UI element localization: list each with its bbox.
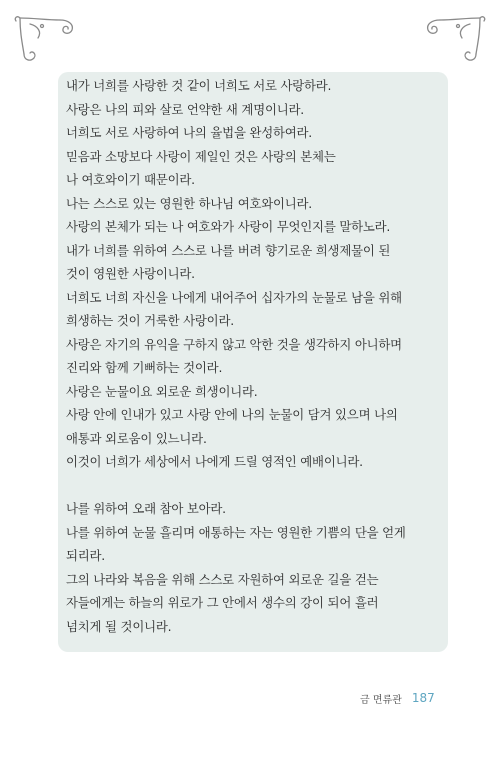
page-footer bbox=[360, 690, 470, 706]
text-line: 자들에게는 하늘의 위로가 그 안에서 생수의 강이 되어 흘러 bbox=[66, 595, 379, 610]
text-line: 애통과 외로움이 있느니라. bbox=[66, 430, 207, 446]
running-title: 금 면류관 bbox=[360, 694, 402, 706]
text-line: 것이 영원한 사랑이니라. bbox=[66, 266, 195, 281]
text-line: 희생하는 것이 거룩한 사랑이라. bbox=[66, 313, 234, 328]
text-line: 나를 위하여 눈물 흘리며 애통하는 자는 영원한 기쁨의 단을 얻게 bbox=[66, 524, 406, 540]
page-number: 187 bbox=[411, 691, 435, 705]
text-line: 사랑은 나의 피와 살로 언약한 새 계명이니라. bbox=[66, 101, 305, 117]
text-line: 믿음과 소망보다 사랑이 제일인 것은 사랑의 본체는 bbox=[66, 148, 336, 164]
text-line: 내가 너희를 사랑한 것 같이 너희도 서로 사랑하라. bbox=[66, 78, 332, 93]
text-line: 나는 스스로 있는 영원한 하나님 여호와이니라. bbox=[66, 195, 313, 211]
text-line: 사랑은 눈물이요 외로운 희생이니라. bbox=[66, 383, 258, 399]
body-text bbox=[66, 74, 446, 638]
text-line: 사랑은 자기의 유익을 구하지 않고 악한 것을 생각하지 아니하며 bbox=[66, 336, 402, 352]
text-line: 되리라. bbox=[66, 548, 106, 563]
paragraph-break bbox=[66, 474, 446, 498]
text-line: 나 여호와이기 때문이라. bbox=[66, 172, 195, 187]
text-line: 진리와 함께 기뻐하는 것이라. bbox=[66, 360, 223, 375]
text-line: 사랑의 본체가 되는 나 여호와가 사랑이 무엇인지를 말하노라. bbox=[66, 219, 391, 234]
text-line: 너희도 너희 자신을 나에게 내어주어 십자가의 눈물로 남을 위해 bbox=[66, 289, 402, 305]
text-line: 넘치게 될 것이니라. bbox=[66, 618, 172, 634]
text-line: 너희도 서로 사랑하여 나의 율법을 완성하여라. bbox=[66, 125, 313, 140]
text-line: 이것이 너희가 세상에서 나에게 드릴 영적인 예배이니라. bbox=[66, 454, 363, 469]
text-line: 나를 위하여 오래 참아 보아라. bbox=[66, 501, 226, 516]
corner-ornament-right-icon bbox=[408, 12, 488, 62]
corner-ornament-left-icon bbox=[12, 12, 92, 62]
text-line: 그의 나라와 복음을 위해 스스로 자원하여 외로운 길을 걷는 bbox=[66, 571, 379, 587]
text-line: 내가 너희를 위하여 스스로 나를 버려 향기로운 희생제물이 된 bbox=[66, 242, 391, 258]
text-line: 사랑 안에 인내가 있고 사랑 안에 나의 눈물이 담겨 있으며 나의 bbox=[66, 407, 398, 422]
